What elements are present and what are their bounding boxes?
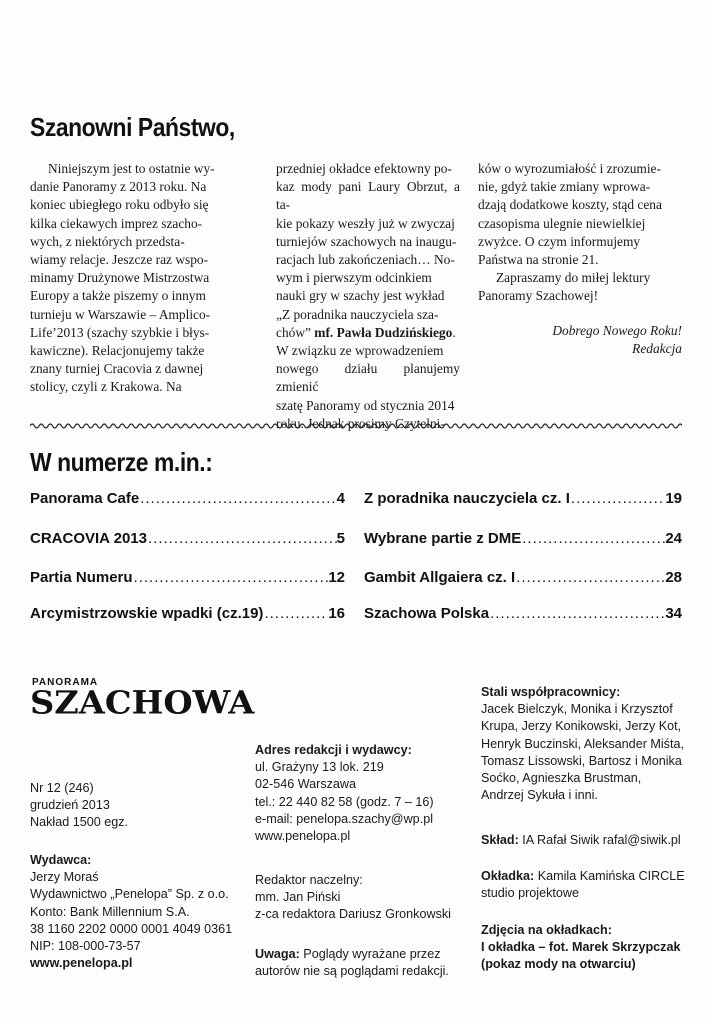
col3-line: Państwa na stronie 21.: [478, 252, 599, 268]
col1-line: Europy a także piszemy o innym: [30, 288, 206, 304]
cover-info: [481, 868, 685, 902]
contributors-label: Stali współpracownicy:: [481, 685, 621, 699]
disclaimer-line: [255, 946, 449, 963]
editor-label: Redaktor naczelny:: [255, 873, 363, 887]
toc-page: 24: [665, 530, 682, 547]
col2-line: szatę Panoramy od stycznia 2014: [276, 397, 455, 413]
toc-item-gambit-allgaiera[interactable]: [364, 569, 682, 586]
photos-label: Zdjęcia na okładkach:: [481, 923, 612, 937]
col2-line: turniejów szachowych na inaugu-: [276, 233, 457, 249]
toc-leader: [521, 530, 665, 547]
col1-line: turnieju w Warszawie – Amplico-: [30, 306, 211, 322]
signature-greeting: Dobrego Nowego Roku!: [552, 322, 682, 338]
toc-title: Wybrane partie z DME: [364, 530, 522, 547]
address-label: Adres redakcji i wydawcy:: [255, 743, 412, 757]
toc-item-wybrane-partie[interactable]: [364, 530, 682, 547]
toc-title: Panorama Cafe: [30, 490, 140, 507]
address-line: 02-546 Warszawa: [255, 777, 357, 792]
toc-leader: [515, 569, 665, 586]
toc-page: 19: [665, 490, 682, 507]
col2-line: roku. Jednak prosimy Czytelni-: [276, 415, 445, 431]
col2-text: .: [452, 324, 456, 340]
col3-line: ków o wyrozumiałość i zrozumie-: [478, 161, 661, 176]
col3-line: Panoramy Szachowej!: [478, 288, 599, 304]
cover-label: Okładka:: [481, 869, 535, 883]
toc-leader: [570, 490, 665, 507]
toc-item-z-poradnika[interactable]: [364, 490, 682, 507]
editorial-column-1: [30, 160, 259, 397]
publisher-info: [30, 852, 232, 972]
phone: tel.: 22 440 82 58 (godz. 7 – 16): [255, 794, 434, 809]
toc-title: Z poradnika nauczyciela cz. I: [364, 490, 570, 507]
toc-heading: W numerze m.in.:: [30, 447, 213, 477]
issue-number: Nr 12 (246): [30, 781, 94, 795]
disclaimer-label: Uwaga:: [255, 947, 300, 961]
col1-line: kilka ciekawych imprez szacho-: [30, 215, 203, 231]
col2-line: racjach lub zakończeniach… No-: [276, 252, 455, 268]
publisher-line: Wydawnictwo „Penelopa” Sp. z o.o.: [30, 887, 229, 902]
toc-title: Arcymistrzowskie wpadki (cz.19): [30, 605, 264, 622]
col1-line: danie Panoramy z 2013 roku. Na: [30, 179, 207, 195]
toc-leader: [263, 605, 328, 622]
toc-leader: [139, 490, 336, 507]
toc-item-panorama-cafe[interactable]: [30, 490, 345, 507]
contributors-info: [481, 684, 684, 804]
col3-line: zwyżce. O czym informujemy: [478, 233, 641, 249]
contributors-line: Tomasz Lissowski, Bartosz i Monika: [481, 753, 682, 768]
cover-text: Kamila Kamińska CIRCLE: [534, 869, 685, 883]
col2-line: „Z poradnika nauczyciela sza-: [276, 306, 439, 322]
col1-line: wych, z niektórych przedsta-: [30, 233, 185, 249]
contributors-line: Jacek Bielczyk, Monika i Krzysztof: [481, 702, 673, 717]
editor-info: [255, 872, 451, 924]
col2-line: wym i pierwszym odcinkiem: [276, 270, 432, 286]
col1-line: Niniejszym jest to ostatnie wy-: [48, 161, 215, 176]
publisher-website-link[interactable]: www.penelopa.pl: [30, 956, 133, 971]
dtp-text: IA Rafał Siwik rafal@siwik.pl: [518, 833, 681, 847]
col2-line: kie pokazy weszły już w zwyczaj: [276, 215, 455, 231]
toc-item-arcymistrzowskie-wpadki[interactable]: [30, 605, 345, 622]
toc-page: 4: [336, 490, 345, 507]
toc-page: 16: [328, 605, 345, 622]
logo-panorama: PANORAMA: [32, 677, 99, 688]
publisher-line: NIP: 108-000-73-57: [30, 939, 141, 954]
disclaimer-line: autorów nie są poglądami redakcji.: [255, 964, 449, 979]
col2-line: [276, 324, 460, 342]
photos-line: I okładka – fot. Marek Skrzypczak: [481, 940, 681, 955]
col2-line: kaz mody pani Laury Obrzut, a ta-: [276, 179, 460, 213]
issue-info: [30, 780, 128, 832]
toc-page: 5: [336, 530, 345, 547]
address-info: [255, 742, 434, 845]
toc-leader: [489, 605, 665, 622]
col2-line: przedniej okładce efektowny po-: [276, 161, 452, 176]
editorial-column-3: [478, 160, 682, 358]
disclaimer-text: Poglądy wyrażane przez: [299, 947, 441, 961]
publisher-line: 38 1160 2202 0000 0001 4049 0361: [30, 921, 233, 936]
col1-line: znany turniej Cracovia z dawnej: [30, 361, 204, 377]
toc-page: 28: [665, 569, 682, 586]
publisher-line: Jerzy Moraś: [30, 870, 99, 885]
editorial-column-2: [276, 160, 460, 433]
editor-name: mm. Jan Piński: [255, 890, 341, 905]
col1-line: minamy Drużynowe Mistrzostwa: [30, 270, 210, 286]
signature-editorial: Redakcja: [632, 340, 682, 356]
website-link[interactable]: www.penelopa.pl: [255, 829, 351, 844]
address-line: ul. Grażyny 13 lok. 219: [255, 760, 384, 775]
col3-line: dzają dodatkowe koszty, stąd cena: [478, 197, 662, 213]
col1-line: koniec ubiegłego roku odbyło się: [30, 197, 209, 213]
deputy-editor: z-ca redaktora Dariusz Gronkowski: [255, 907, 451, 922]
email-link[interactable]: e-mail: penelopa.szachy@wp.pl: [255, 811, 433, 826]
contributors-line: Andrzej Sykuła i inni.: [481, 788, 598, 803]
toc-item-partia-numeru[interactable]: [30, 569, 345, 586]
publisher-line: Konto: Bank Millennium S.A.: [30, 904, 190, 919]
dtp-info: [481, 832, 681, 849]
col1-line: stolicy, czyli z Krakowa. Na: [30, 379, 182, 395]
editorial-heading: Szanowni Państwo,: [30, 112, 235, 142]
toc-page: 34: [665, 605, 682, 622]
toc-leader: [147, 530, 337, 547]
toc-title: Partia Numeru: [30, 569, 133, 586]
contributors-line: Soćko, Agnieszka Brustman,: [481, 771, 642, 786]
col2-text: chów”: [276, 324, 311, 340]
col1-line: Life’2013 (szachy szybkie i błys-: [30, 324, 210, 340]
col2-line: nowego działu planujemy zmienić: [276, 361, 460, 395]
col2-line: W związku ze wprowadzeniem: [276, 343, 444, 359]
col1-line: kawiczne). Relacjonujemy także: [30, 343, 205, 359]
issue-date: grudzień 2013: [30, 798, 110, 813]
cover-text: studio projektowe: [481, 886, 580, 901]
toc-title: CRACOVIA 2013: [30, 530, 147, 547]
col3-line: nie, gdyż takie zmiany wprowa-: [478, 179, 651, 195]
photos-line: (pokaz mody na otwarciu): [481, 957, 636, 972]
toc-item-cracovia[interactable]: [30, 530, 345, 547]
author-name: mf. Pawła Dudzińskiego: [310, 324, 453, 340]
disclaimer: [255, 946, 449, 980]
col3-line: Zapraszamy do miłej lektury: [496, 270, 651, 286]
contributors-line: Henryk Buczinski, Aleksander Miśta,: [481, 736, 684, 751]
toc-leader: [133, 569, 329, 586]
dtp-label: Skład:: [481, 833, 519, 847]
contributors-line: Krupa, Jerzy Konikowski, Jerzy Kot,: [481, 719, 682, 734]
publisher-label: Wydawca:: [30, 853, 92, 867]
toc-title: Szachowa Polska: [364, 605, 490, 622]
toc-title: Gambit Allgaiera cz. I: [364, 569, 516, 586]
logo-szachowa: SZACHOWA: [30, 685, 255, 722]
col1-line: wiamy relacje. Jeszcze raz wspo-: [30, 252, 209, 268]
print-run: Nakład 1500 egz.: [30, 815, 129, 830]
col3-line: czasopisma ulegnie niewielkiej: [478, 215, 646, 231]
toc-page: 12: [328, 569, 345, 586]
wavy-divider: [30, 421, 682, 431]
col2-line: nauki gry w szachy jest wykład: [276, 288, 445, 304]
photos-info: [481, 922, 681, 974]
toc-item-szachowa-polska[interactable]: [364, 605, 682, 622]
